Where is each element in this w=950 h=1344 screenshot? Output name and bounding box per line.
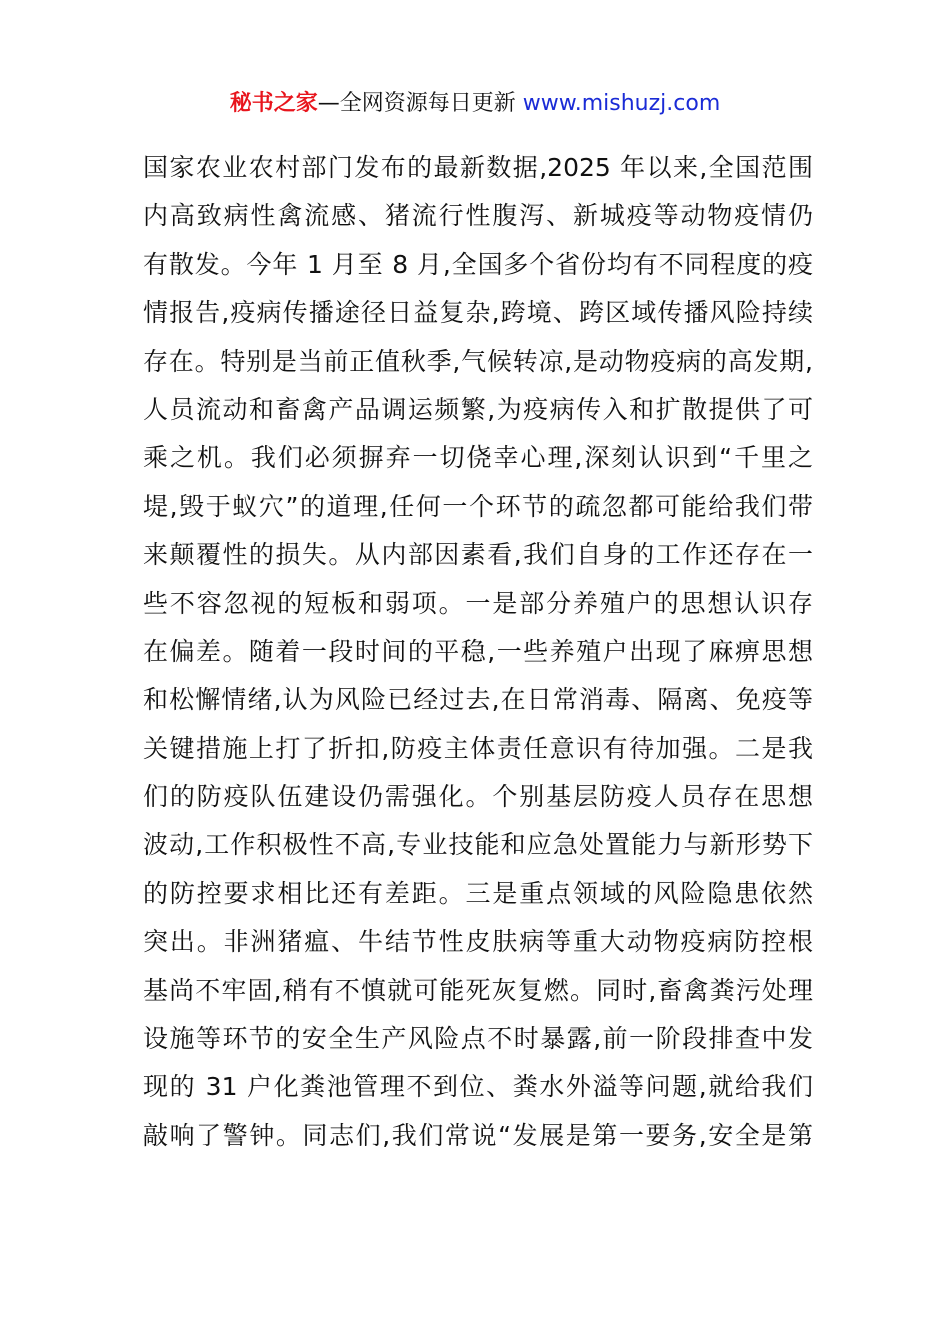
text-line: 和松懈情绪,认为风险已经过去,在日常消毒、隔离、免疫等 xyxy=(143,685,813,715)
text-line: 情报告,疫病传播途径日益复杂,跨境、跨区域传播风险持续 xyxy=(143,298,813,328)
site-tagline: —全网资源每日更新 xyxy=(317,91,523,116)
text-line: 突出。非洲猪瘟、牛结节性皮肤病等重大动物疫病防控根 xyxy=(143,927,813,957)
text-line: 内高致病性禽流感、猪流行性腹泻、新城疫等动物疫情仍 xyxy=(143,201,813,231)
text-line: 存在。特别是当前正值秋季,气候转凉,是动物疫病的高发期, xyxy=(143,346,813,376)
text-line: 些不容忽视的短板和弱项。一是部分养殖户的思想认识存 xyxy=(143,588,813,618)
text-line: 现的 31 户化粪池管理不到位、粪水外溢等问题,就给我们 xyxy=(143,1072,813,1102)
site-brand: 秘书之家 xyxy=(229,91,318,116)
site-header xyxy=(0,88,950,120)
text-line: 堤,毁于蚁穴”的道理,任何一个环节的疏忽都可能给我们带 xyxy=(143,491,813,521)
text-line: 在偏差。随着一段时间的平稳,一些养殖户出现了麻痹思想 xyxy=(143,636,813,666)
text-line: 乘之机。我们必须摒弃一切侥幸心理,深刻认识到“千里之 xyxy=(143,443,813,473)
text-line: 的防控要求相比还有差距。三是重点领域的风险隐患依然 xyxy=(143,878,813,908)
text-line: 敲响了警钟。同志们,我们常说“发展是第一要务,安全是第 xyxy=(143,1120,813,1150)
text-line: 人员流动和畜禽产品调运频繁,为疫病传入和扩散提供了可 xyxy=(143,394,813,424)
site-url[interactable]: www.mishuzj.com xyxy=(522,91,721,116)
text-line: 有散发。今年 1 月至 8 月,全国多个省份均有不同程度的疫 xyxy=(143,249,813,279)
document-body xyxy=(143,144,813,1160)
text-line: 国家农业农村部门发布的最新数据,2025 年以来,全国范围 xyxy=(143,153,813,182)
text-line: 设施等环节的安全生产风险点不时暴露,前一阶段排查中发 xyxy=(143,1024,813,1054)
text-line: 们的防疫队伍建设仍需强化。个别基层防疫人员存在思想 xyxy=(143,782,813,812)
text-line: 关键措施上打了折扣,防疫主体责任意识有待加强。二是我 xyxy=(143,733,813,763)
text-line: 来颠覆性的损失。从内部因素看,我们自身的工作还存在一 xyxy=(143,540,813,570)
text-line: 波动,工作积极性不高,专业技能和应急处置能力与新形势下 xyxy=(143,830,813,860)
text-line: 基尚不牢固,稍有不慎就可能死灰复燃。同时,畜禽粪污处理 xyxy=(143,975,813,1005)
